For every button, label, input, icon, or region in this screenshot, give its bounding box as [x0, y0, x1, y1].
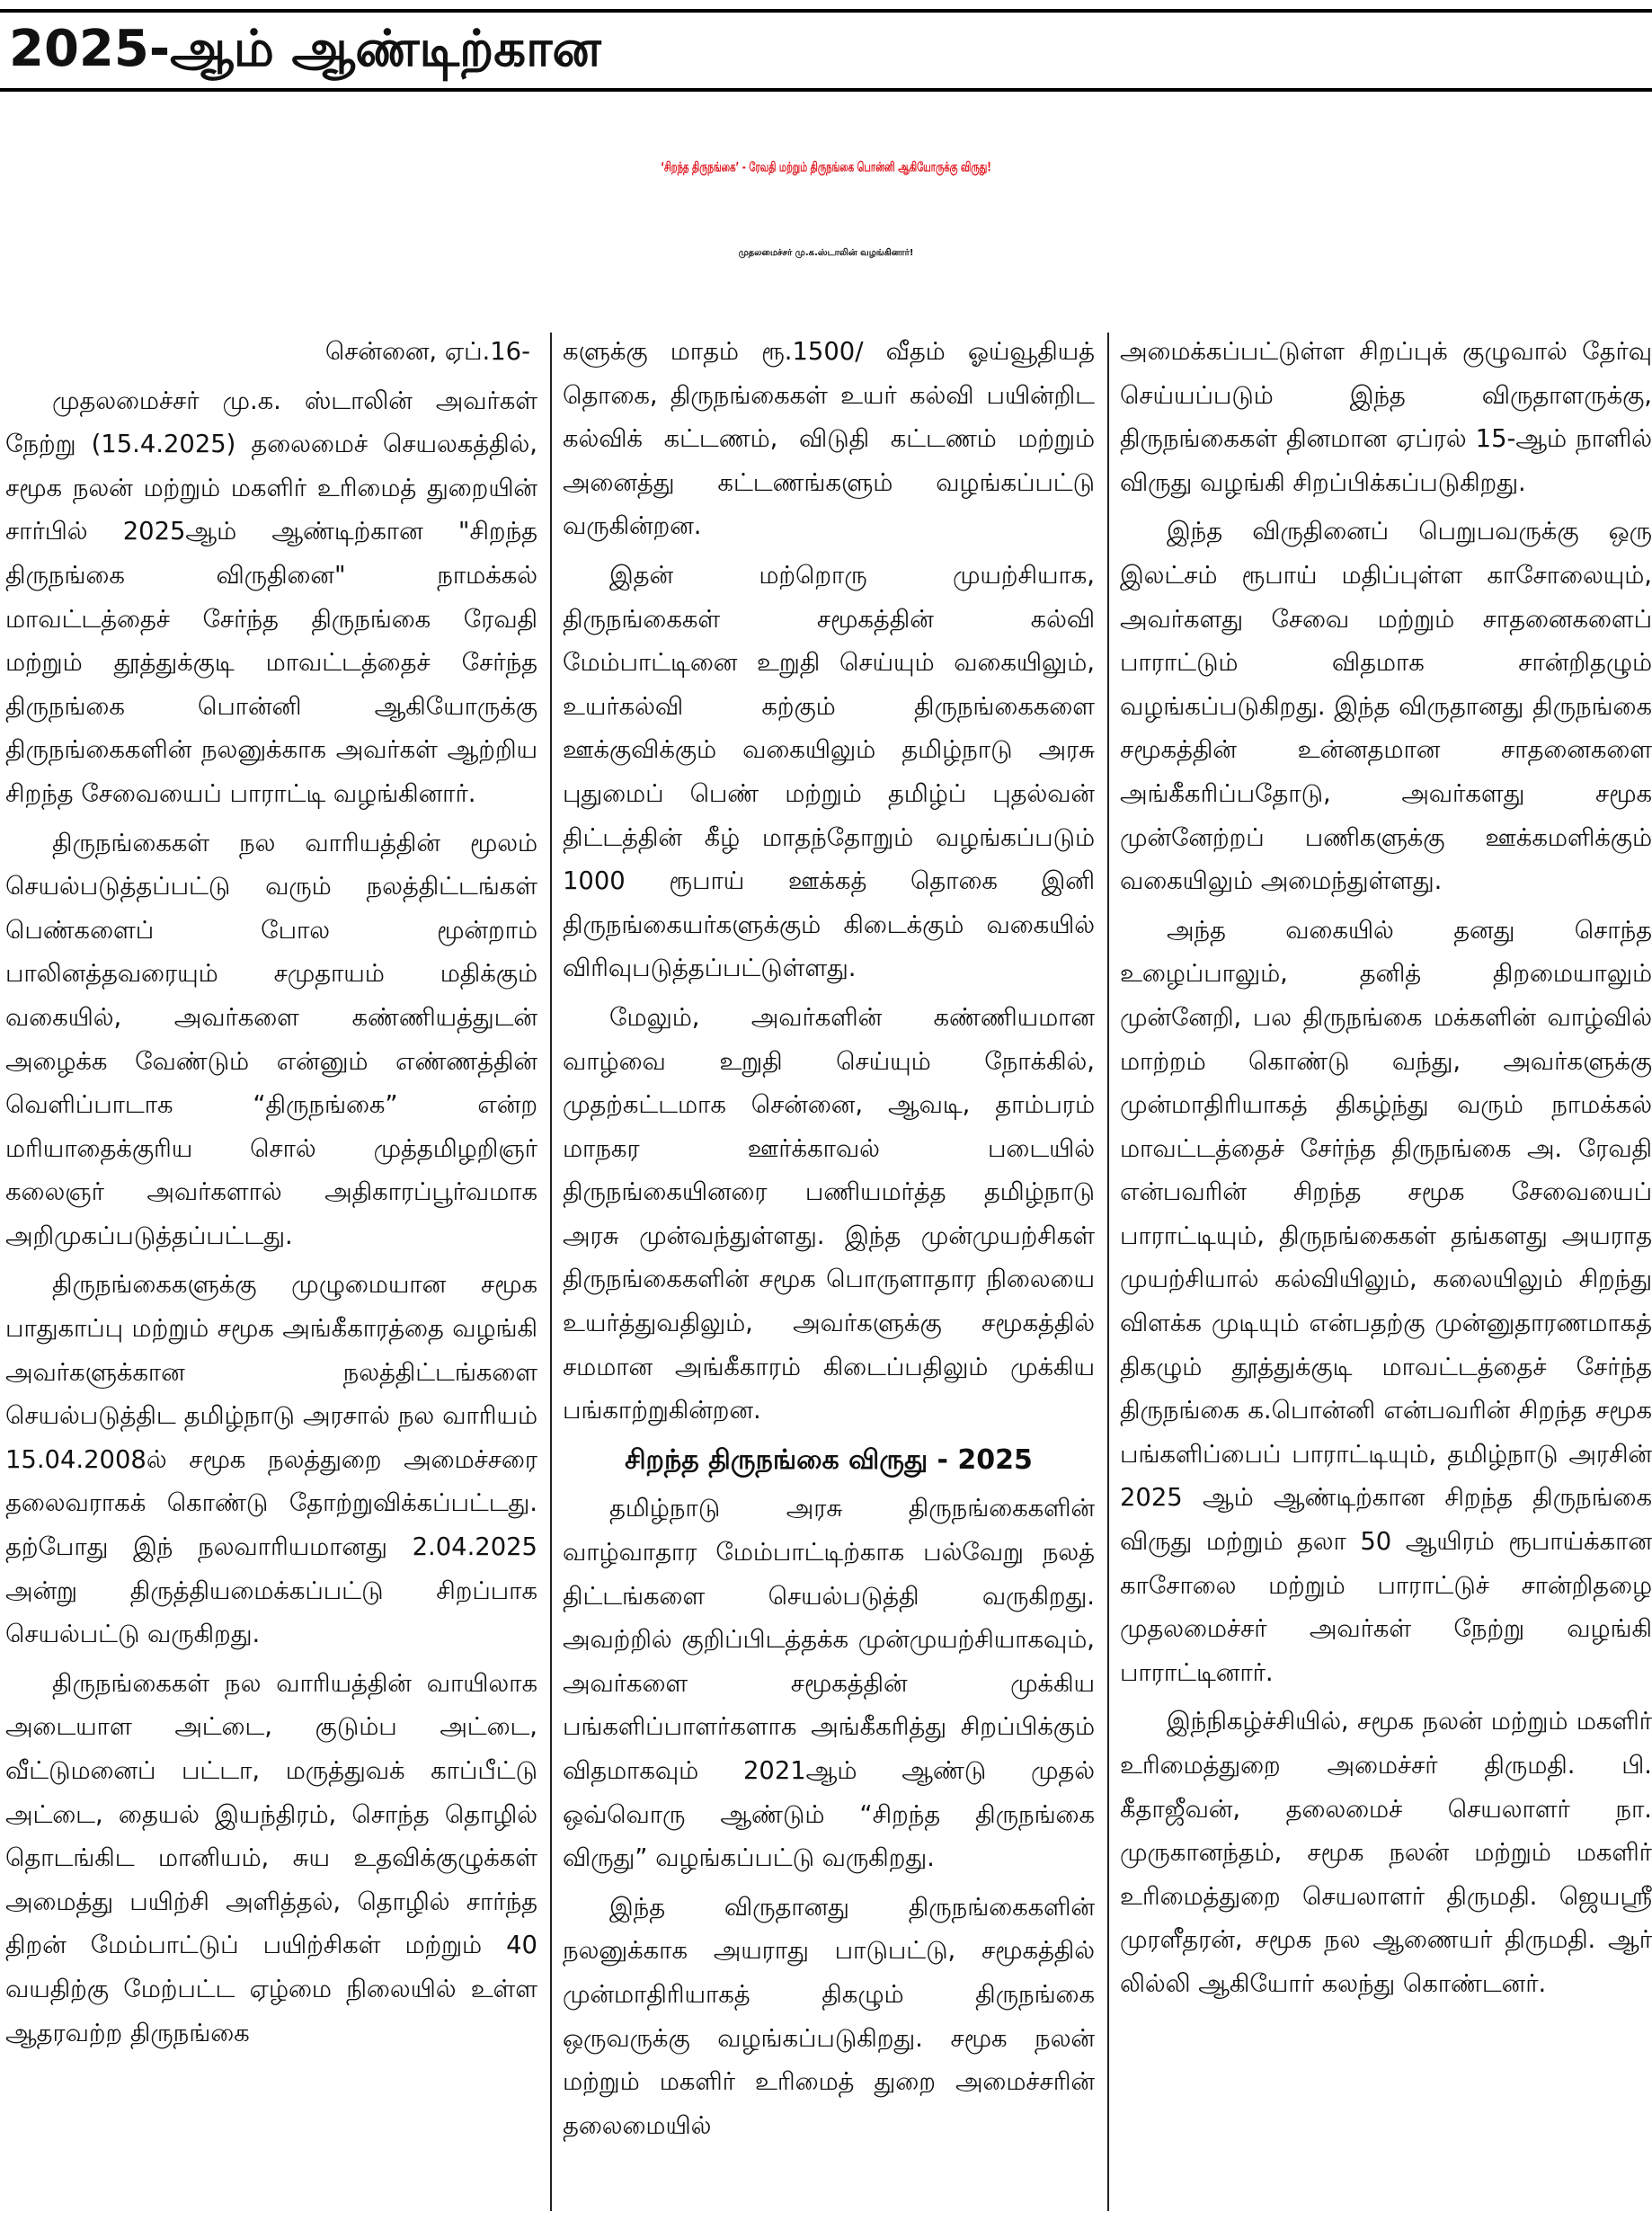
paragraph: தமிழ்நாடு அரசு திருநங்கைகளின் வாழ்வாதார மேம்பாட்டிற்காக பல்வேறு நலத் திட்டங்களை செயல்படுத்தி வருகிறது. அவற்றில் குறிப்பிடத்தக்க முன்முயற்சியாகவும், அவர்களை சமூகத்தின் முக்கிய பங்களிப்பாளர்களாக அங்கீகரித்து சிறப்பிக்கும் விதமாகவும் 2021ஆம் ஆண்டு முதல் ஒவ்வொரு ஆண்டும் “சிறந்த திருநங்கை விருது” வழங்கப்பட்டு வருகிறது. [563, 1495, 1095, 1873]
paragraph: அந்த வகையில் தனது சொந்த உழைப்பாலும், தனித் திறமையாலும் முன்னேறி, பல திருநங்கை மக்களின் வாழ்வில் மாற்றம் கொண்டு வந்து, அவர்களுக்கு முன்மாதிரியாகத் திகழ்ந்து வரும் நாமக்கல் மாவட்டத்தைச் சேர்ந்த திருநங்கை அ. ரேவதி என்பவரின் சிறந்த சமூக சேவையைப் பாராட்டியும், திருநங்கைகள் தங்களது அயராத முயற்சியால் கல்வியிலும், கலையிலும் சிறந்து விளக்க முடியும் என்பதற்கு முன்னுதாரணமாகத் திகழும் தூத்துக்குடி மாவட்டத்தைச் சேர்ந்த திருநங்கை க.பொன்னி என்பவரின் சிறந்த சமூக பங்களிப்பைப் பாராட்டியும், தமிழ்நாடு அரசின் 2025 ஆம் ஆண்டிற்கான சிறந்த திருநங்கை விருது மற்றும் தலா 50 ஆயிரம் ரூபாய்க்கான காசோலை மற்றும் பாராட்டுச் சான்றிதழை முதலமைச்சர் அவர்கள் நேற்று வழங்கி பாராட்டினார். [1120, 916, 1652, 1687]
column-divider [550, 333, 552, 2211]
paragraph: திருநங்கைகள் நல வாரியத்தின் மூலம் செயல்படுத்தப்பட்டு வரும் நலத்திட்டங்கள் பெண்களைப் போல மூன்றாம் பாலினத்தவரையும் சமுதாயம் மதிக்கும் வகையில், அவர்களை கண்ணியத்துடன் அழைக்க வேண்டும் என்னும் எண்ணத்தின் வெளிப்பாடாக “திருநங்கை” என்ற மரியாதைக்குரிய சொல் முத்தமிழறிஞர் கலைஞர் அவர்களால் அதிகாரப்பூர்வமாக அறிமுகப்படுத்தப்பட்டது. [5, 829, 537, 1250]
paragraph: இந்த விருதானது திருநங்கைகளின் நலனுக்காக அயராது பாடுபட்டு, சமூகத்தில் முன்மாதிரியாகத் திகழும் திருநங்கை ஒருவருக்கு வழங்கப்படுகிறது. சமூக நலன் மற்றும் மகளிர் உரிமைத் துறை அமைச்சரின் தலைமையில் [563, 1893, 1095, 2140]
section-heading: சிறந்த திருநங்கை விருது - 2025 [625, 1443, 1033, 1476]
paragraph: திருநங்கைகளுக்கு முழுமையான சமூக பாதுகாப்பு மற்றும் சமூக அங்கீகாரத்தை வழங்கி அவர்களுக்கான நலத்திட்டங்களை செயல்படுத்திட தமிழ்நாடு அரசால் நல வாரியம் 15.04.2008ல் சமூக நலத்துறை அமைச்சரை தலைவராகக் கொண்டு தோற்றுவிக்கப்பட்டது. தற்போது இந் நலவாரியமானது 2.04.2025 அன்று திருத்தியமைக்கப்பட்டு சிறப்பாக செயல்பட்டு வருகிறது. [5, 1271, 537, 1649]
article-kicker: 2025-ஆம் ஆண்டிற்கான [9, 20, 601, 78]
paragraph: திருநங்கைகள் நல வாரியத்தின் வாயிலாக அடையாள அட்டை, குடும்ப அட்டை, வீட்டுமனைப் பட்டா, மருத்துவக் காப்பீட்டு அட்டை, தையல் இயந்திரம், சொந்த தொழில் தொடங்கிட மானியம், சுய உதவிக்குழுக்கள் அமைத்து பயிற்சி அளித்தல், தொழில் சார்ந்த திறன் மேம்பாட்டுப் பயிற்சிகள் மற்றும் 40 வயதிற்கு மேற்பட்ட ஏழ்மை நிலையில் உள்ள ஆதரவற்ற திருநங்கை [5, 1669, 537, 2047]
article-column-2 [563, 331, 1095, 2214]
paragraph: மேலும், அவர்களின் கண்ணியமான வாழ்வை உறுதி செய்யும் நோக்கில், முதற்கட்டமாக சென்னை, ஆவடி, தாம்பரம் மாநகர ஊர்க்காவல் படையில் திருநங்கையினரை பணியமர்த்த தமிழ்நாடு அரசு முன்வந்துள்ளது. இந்த முன்முயற்சிகள் திருநங்கைகளின் சமூக பொருளாதார நிலையை உயர்த்துவதிலும், அவர்களுக்கு சமூகத்தில் சமமான அங்கீகாரம் கிடைப்பதிலும் முக்கிய பங்காற்றுகின்றன. [563, 1003, 1095, 1425]
article-subheadline: முதலமைச்சர் மு.க.ஸ்டாலின் வழங்கினார்! [738, 248, 914, 258]
article-column-1 [5, 331, 537, 2214]
paragraph: இந்த விருதினைப் பெறுபவருக்கு ஒரு இலட்சம் ரூபாய் மதிப்புள்ள காசோலையும், அவர்களது சேவை மற்றும் சாதனைகளைப் பாராட்டும் விதமாக சான்றிதழும் வழங்கப்படுகிறது. இந்த விருதானது திருநங்கை சமூகத்தின் உன்னதமான சாதனைகளை அங்கீகரிப்பதோடு, அவர்களது சமூக முன்னேற்றப் பணிகளுக்கு ஊக்கமளிக்கும் வகையிலும் அமைந்துள்ளது. [1120, 518, 1652, 896]
kicker-rule [0, 88, 1652, 92]
paragraph: களுக்கு மாதம் ரூ.1500/ வீதம் ஓய்வூதியத் தொகை, திருநங்கைகள் உயர் கல்வி பயின்றிட கல்விக் கட்டணம், விடுதி கட்டணம் மற்றும் அனைத்து கட்டணங்களும் வழங்கப்பட்டு வருகின்றன. [563, 338, 1095, 541]
article-headline: ‘சிறந்த திருநங்கை’ - ரேவதி மற்றும் திருநங்கை பொன்னி ஆகியோருக்கு விருது! [661, 161, 991, 175]
paragraph: அமைக்கப்பட்டுள்ள சிறப்புக் குழுவால் தேர்வு செய்யப்படும் இந்த விருதாளருக்கு, திருநங்கைகள் தினமான ஏப்ரல் 15-ஆம் நாளில் விருது வழங்கி சிறப்பிக்கப்படுகிறது. [1120, 338, 1652, 497]
paragraph: முதலமைச்சர் மு.க. ஸ்டாலின் அவர்கள் நேற்று (15.4.2025) தலைமைச் செயலகத்தில், சமூக நலன் மற்றும் மகளிர் உரிமைத் துறையின் சார்பில் 2025ஆம் ஆண்டிற்கான "சிறந்த திருநங்கை விருதினை" நாமக்கல் மாவட்டத்தைச் சேர்ந்த திருநங்கை ரேவதி மற்றும் தூத்துக்குடி மாவட்டத்தைச் சேர்ந்த திருநங்கை பொன்னி ஆகியோருக்கு திருநங்கைகளின் நலனுக்காக அவர்கள் ஆற்றிய சிறந்த சேவையைப் பாராட்டி வழங்கினார். [5, 386, 537, 808]
column-divider [1107, 333, 1109, 2211]
paragraph: இந்நிகழ்ச்சியில், சமூக நலன் மற்றும் மகளிர் உரிமைத்துறை அமைச்சர் திருமதி. பி. கீதாஜீவன், தலைமைச் செயலாளர் நா. முருகானந்தம், சமூக நலன் மற்றும் மகளிர் உரிமைத்துறை செயலாளர் திருமதி. ஜெயஸ்ரீ முரளீதரன், சமூக நல ஆணையர் திருமதி. ஆர் லில்லி ஆகியோர் கலந்து கொண்டனர். [1120, 1708, 1652, 1998]
top-rule [0, 0, 1652, 13]
article-column-3 [1120, 331, 1652, 2214]
dateline: சென்னை, ஏப்.16- [324, 338, 530, 366]
paragraph: இதன் மற்றொரு முயற்சியாக, திருநங்கைகள் சமூகத்தின் கல்வி மேம்பாட்டினை உறுதி செய்யும் வகையிலும், உயர்கல்வி கற்கும் திருநங்கைகளை ஊக்குவிக்கும் வகையிலும் தமிழ்நாடு அரசு புதுமைப் பெண் மற்றும் தமிழ்ப் புதல்வன் திட்டத்தின் கீழ் மாதந்தோறும் வழங்கப்படும் 1000 ரூபாய் ஊக்கத் தொகை இனி திருநங்கையர்களுக்கும் கிடைக்கும் வகையில் விரிவுபடுத்தப்பட்டுள்ளது. [563, 561, 1095, 983]
